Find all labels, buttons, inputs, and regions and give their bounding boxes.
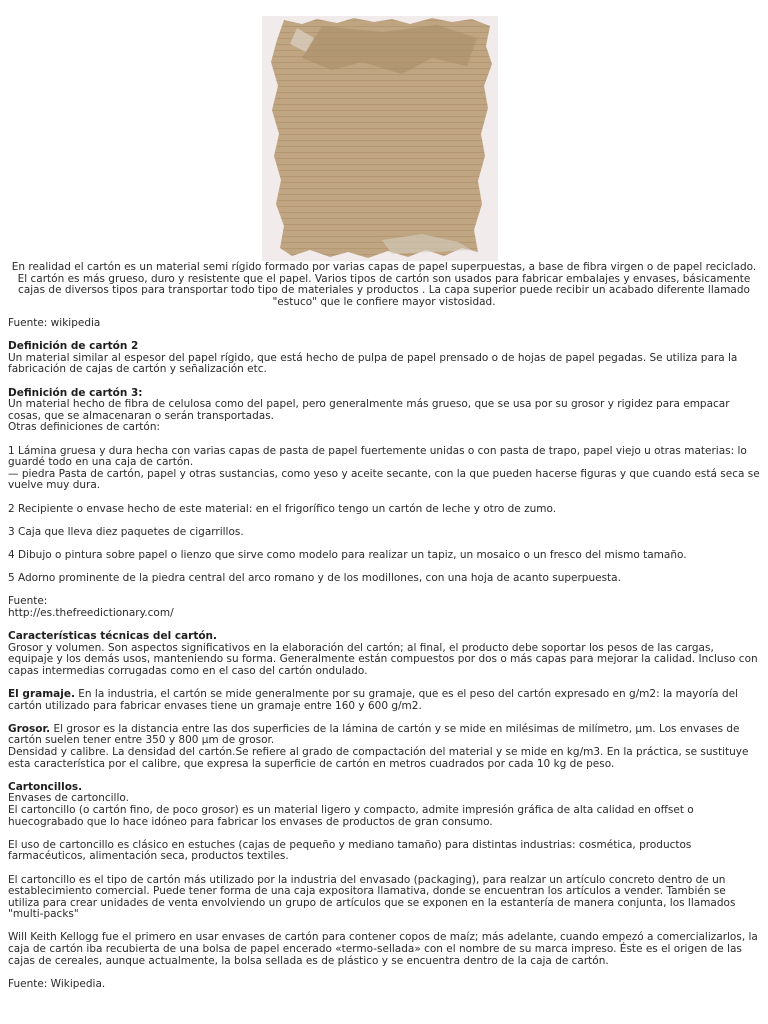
torn-cardboard-icon xyxy=(262,16,498,261)
list-item: 2 Recipiente o envase hecho de este material: en el frigorífico tengo un cartón de leche y otro de zumo. xyxy=(8,502,557,515)
grosor-text: El grosor es la distancia entre las dos superficies de la lámina de cartón y se mide en milésimas de milímetro, µm. Los envases de cartón suelen tener entre 350 y 800 µm de grosor. Densidad y calibre. La densidad del cartón.Se refiere al grado de compactación del material y se mide en kg/m3. En la práctica, se sustituye esta característica por el calibre, que expresa la superficie de cartón en metros cuadrados por cada 10 kg de peso. xyxy=(8,722,749,770)
list-item: 1 Lámina gruesa y dura hecha con varias capas de pasta de papel fuertemente unidas o con pasta de trapo, papel viejo u otras materias: lo guardé todo en una caja de cartón. — piedra Pasta de cartón, papel y otras sustancias, como yeso y aceite secante, con la que pueden hacerse figuras y que cuando está seca se vuelve muy dura. xyxy=(8,444,760,492)
gramaje-text: En la industria, el cartón se mide generalmente por su gramaje, que es el peso del cartón expresado en g/m2: la mayoría del cartón utilizado para fabricar envases tiene un gramaje entre 160 y 600 g/m2. xyxy=(8,688,738,712)
definition-3-text: Un material hecho de fibra de celulosa como del papel, pero generalmente más grueso, que se usa por su grosor y rigidez para empacar cosas, que se almacenaran o serán transportadas. Otras definiciones de cartón: xyxy=(8,398,730,434)
source-thefreedictionary: Fuente: http://es.thefreedictionary.com/ xyxy=(8,595,174,619)
list-item: 4 Dibujo o pintura sobre papel o lienzo que sirve como modelo para realizar un tapiz, un mosaico o un fresco del mismo tamaño. xyxy=(8,548,687,561)
packaging-paragraph: El cartoncillo es el tipo de cartón más utilizado por la industria del envasado (packaging), para realzar un artículo concreto dentro de un establecimiento comercial. Puede tener forma de una caja expositora llamativa, donde se encuentran los artículos a vender. También se utiliza para crear unidades de venta envolviendo un grupo de artículos que se exponen en la estantería de manera conjunta, los llamados "multi-packs" xyxy=(8,873,736,921)
gramaje-heading: El gramaje. xyxy=(8,688,75,700)
cartoncillos-text: Envases de cartoncillo. El cartoncillo (o cartón fino, de poco grosor) es un material ligero y compacto, admite impresión gráfica de alta calidad en offset o huecograbado que lo hace idóneo para fabricar los envases de productos de gran consumo. xyxy=(8,792,694,828)
cardboard-illustration xyxy=(262,16,498,261)
intro-paragraph: En realidad el cartón es un material semi rígido formado por varias capas de papel superpuestas, a base de fibra virgen o de papel reciclado. El cartón es más grueso, duro y resistente que el papel. Varios tipos de cartón son usados para fabricar embalajes y envases, básicamente cajas de diversos tipos para transportar todo tipo de materiales y productos . La capa superior puede recibir un acabado diferente llamado "estuco" que le confiere mayor vistosidad. xyxy=(11,261,757,308)
grosor-heading: Grosor. xyxy=(8,722,51,735)
definition-2-heading: Definición de cartón 2 xyxy=(8,340,139,353)
gramaje-paragraph xyxy=(8,689,760,712)
definition-2-text: Un material similar al espesor del papel rígido, que está hecho de pulpa de papel prensado o de hojas de papel pegadas. Se utiliza para la fabricación de cajas de cartón y señalización etc. xyxy=(8,351,738,376)
uso-paragraph: El uso de cartoncillo es clásico en estuches (cajas de pequeño y mediano tamaño) para distintas industrias: cosmética, productos farmacéuticos, alimentación seca, productos textiles. xyxy=(8,838,692,863)
list-item: 3 Caja que lleva diez paquetes de cigarrillos. xyxy=(8,525,244,538)
cartoncillos-heading: Cartoncillos. xyxy=(8,780,83,793)
definition-3-heading: Definición de cartón 3: xyxy=(8,386,143,399)
article-body xyxy=(8,318,760,1002)
list-item: 5 Adorno prominente de la piedra central del arco romano y de los modillones, con una hoja de acanto superpuesta. xyxy=(8,572,621,585)
characteristics-heading: Características técnicas del cartón. xyxy=(8,630,218,643)
source-wikipedia: Fuente: wikipedia xyxy=(8,317,101,329)
source-wikipedia-final: Fuente: Wikipedia. xyxy=(8,977,106,990)
kellogg-paragraph: Will Keith Kellogg fue el primero en usar envases de cartón para contener copos de maíz; más adelante, cuando empezó a comercializarlos, la caja de cartón iba recubierta de una bolsa de papel encerado «termo-sellada» con el nombre de su marca impreso. Éste es el origen de las cajas de cereales, aunque actualmente, la bolsa sellada es de plástico y se encuentra dentro de la caja de cartón. xyxy=(8,931,758,967)
characteristics-text: Grosor y volumen. Son aspectos significativos en la elaboración del cartón; al final, el producto debe soportar los pesos de las cargas, equipaje y los demás usos, manteniendo su forma. Generalmente están compuestos por dos o más capas para mejorar la calidad. Incluso con capas intermedias corrugadas como en el caso del cartón ondulado. xyxy=(8,641,758,677)
grosor-paragraph xyxy=(8,724,760,770)
